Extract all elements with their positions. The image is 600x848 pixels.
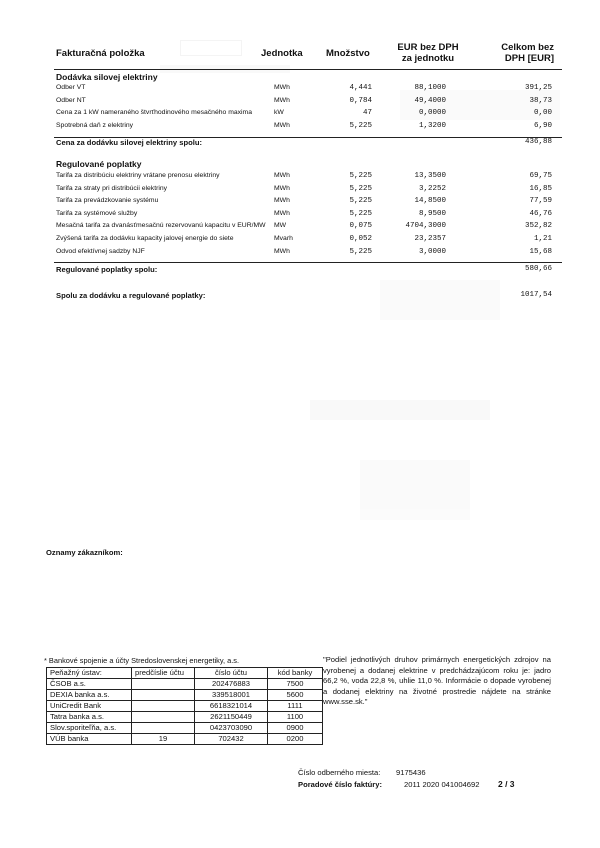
header-item: Fakturačná položka (56, 48, 145, 59)
bank-row (47, 690, 323, 701)
bank-table-header (47, 668, 323, 679)
item-name: Tarifa za prevádzkovanie systému (56, 197, 159, 205)
place-number-label: Číslo odberného miesta: (298, 768, 381, 777)
invoice-item-row (56, 172, 556, 183)
item-name: Tarifa za straty pri distribúcii elektriny (56, 184, 168, 192)
bank-code: 5600 (268, 690, 323, 701)
item-quantity: 5,225 (349, 172, 372, 180)
bleed-through-background (160, 30, 580, 550)
bank-code: 1111 (268, 701, 323, 712)
item-total: 0,00 (533, 109, 552, 117)
account-number: 6618321014 (195, 701, 268, 712)
item-total: 391,25 (524, 84, 552, 92)
item-unit-price: 0,0000 (418, 109, 446, 117)
item-unit: MW (274, 222, 287, 230)
item-unit-price: 4704,3000 (405, 222, 446, 231)
item-name: Cena za 1 kW nameraného štvrťhodinového mesačného maxima (56, 109, 252, 116)
bank-col-header: číslo účtu (195, 668, 268, 679)
bank-col-header: kód banky (268, 668, 323, 679)
item-unit: MWh (274, 96, 290, 104)
item-quantity: 0,784 (349, 96, 372, 105)
item-name: Zvýšená tarifa za dodávku kapacity jalovej energie do siete (56, 235, 234, 242)
header-qty: Množstvo (326, 48, 370, 59)
item-quantity: 5,225 (349, 247, 372, 256)
bank-name: DEXIA banka a.s. (47, 690, 132, 701)
item-unit: MWh (274, 247, 290, 255)
bank-name: VÚB banka (47, 734, 132, 745)
bank-row (47, 723, 323, 734)
item-quantity: 47 (362, 109, 372, 117)
grand-total-row (56, 291, 556, 302)
item-total: 38,73 (529, 96, 552, 105)
grand-total-label: Spolu za dodávku a regulované poplatky: (56, 291, 206, 300)
account-number: 202476883 (195, 679, 268, 690)
bank-row (47, 712, 323, 723)
invoice-item-row (56, 122, 556, 133)
header-unit: Jednotka (261, 48, 303, 59)
bank-name: Tatra banka a.s. (47, 712, 132, 723)
item-unit: Mvarh (274, 235, 293, 242)
item-name: Spotrebná daň z elektriny (56, 121, 134, 129)
item-unit-price: 3,2252 (418, 184, 446, 193)
item-unit: kW (274, 109, 284, 116)
item-name: Tarifa za systémové služby (56, 209, 138, 217)
item-unit: MWh (274, 121, 290, 129)
place-number-value: 9175436 (396, 768, 426, 777)
invoice-item-row (56, 197, 556, 208)
item-unit-price: 14,8500 (414, 197, 446, 206)
invoice-item-row (56, 235, 556, 246)
section2-sum-value: 580,66 (524, 265, 552, 273)
item-total: 69,75 (529, 172, 552, 180)
item-total: 6,90 (533, 121, 552, 130)
bank-row (47, 734, 323, 745)
header-total: Celkom bez DPH [EUR] (501, 42, 554, 64)
item-name: Mesačná tarifa za dvanásťmesačnú rezervovanú kapacitu v EUR/MW (56, 222, 266, 230)
bank-code: 7500 (268, 679, 323, 690)
section1-sum-value: 436,88 (524, 138, 552, 146)
account-number: 2621150449 (195, 712, 268, 723)
account-prefix (132, 701, 195, 712)
section1-sum-label: Cena za dodávku silovej elektriny spolu: (56, 138, 203, 147)
item-unit: MWh (274, 209, 290, 217)
item-total: 46,76 (529, 209, 552, 218)
bank-name: ČSOB a.s. (47, 679, 132, 690)
bank-col-header: predčíslie účtu (132, 668, 195, 679)
item-quantity: 0,052 (349, 235, 372, 243)
item-quantity: 5,225 (349, 209, 372, 218)
item-unit-price: 49,4000 (414, 96, 446, 105)
item-unit-price: 1,3200 (418, 121, 446, 130)
grand-total-value: 1017,54 (520, 291, 552, 299)
invoice-item-row (56, 97, 556, 108)
bank-table-title: * Bankové spojenie a účty Stredoslovenskej energetiky, a.s. (44, 656, 240, 665)
item-name: Odber VT (56, 84, 86, 91)
bank-code: 1100 (268, 712, 323, 723)
item-unit-price: 3,0000 (418, 247, 446, 256)
item-name: Odber NT (56, 96, 86, 104)
item-unit-price: 13,3500 (414, 172, 446, 180)
bank-row (47, 679, 323, 690)
account-prefix (132, 723, 195, 734)
item-unit: MWh (274, 84, 290, 91)
item-name: Tarifa za distribúciu elektriny vrátane prenosu elektriny (56, 172, 220, 179)
notices-label: Oznamy zákazníkom: (46, 548, 123, 557)
section-title: Dodávka silovej elektriny (56, 72, 158, 82)
invoice-item-row (56, 222, 556, 233)
item-quantity: 5,225 (349, 197, 372, 206)
item-unit: MWh (274, 197, 290, 205)
section2-divider (54, 262, 562, 263)
section1-sum-row (56, 138, 556, 149)
account-number: 0423703090 (195, 723, 268, 734)
bank-code: 0200 (268, 734, 323, 745)
invoice-item-row (56, 210, 556, 221)
invoice-number-label: Poradové číslo faktúry: (298, 780, 382, 789)
item-unit-price: 23,2357 (414, 235, 446, 243)
item-total: 15,68 (529, 247, 552, 256)
item-quantity: 5,225 (349, 184, 372, 193)
item-quantity: 0,075 (349, 222, 372, 231)
section-title: Regulované poplatky (56, 159, 142, 169)
item-unit: MWh (274, 184, 290, 192)
bank-row (47, 701, 323, 712)
item-total: 16,85 (529, 184, 552, 193)
invoice-item-row (56, 185, 556, 196)
account-prefix (132, 712, 195, 723)
invoice-item-row (56, 84, 556, 95)
item-name: Odvod efektívnej sadzby NJF (56, 247, 145, 255)
item-total: 77,59 (529, 197, 552, 206)
account-number: 339518001 (195, 690, 268, 701)
section2-sum-label: Regulované poplatky spolu: (56, 265, 158, 274)
account-number: 702432 (195, 734, 268, 745)
bank-code: 0900 (268, 723, 323, 734)
account-prefix (132, 690, 195, 701)
energy-source-note: "Podiel jednotlivých druhov primárnych energetických zdrojov na vyrobenej a dodanej elektrine v predchádzajúcom roku je: jadro 66,2 %, voda 22,8 %, uhlie 11,0 %. Informácie o dopade vyrobenej a dodanej elektriny na životné prostredie nájdete na stránke www.sse.sk." (323, 655, 551, 706)
bank-col-header: Peňažný ústav: (47, 668, 132, 679)
invoice-item-row (56, 109, 556, 120)
item-unit-price: 88,1000 (414, 84, 446, 92)
account-prefix (132, 679, 195, 690)
invoice-item-row (56, 248, 556, 259)
item-unit-price: 8,9500 (418, 209, 446, 218)
header-divider (54, 69, 562, 70)
item-unit: MWh (274, 172, 290, 179)
item-total: 352,82 (524, 222, 552, 231)
invoice-number-value: 2011 2020 041004692 (404, 780, 480, 789)
account-prefix: 19 (132, 734, 195, 745)
section2-sum-row (56, 265, 556, 276)
bank-name: UniCredit Bank (47, 701, 132, 712)
bank-name: Slov.sporiteľňa, a.s. (47, 723, 132, 734)
page-number: 2 / 3 (498, 779, 515, 789)
header-price: EUR bez DPH za jednotku (397, 42, 459, 64)
item-quantity: 4,441 (349, 84, 372, 92)
bank-table (46, 667, 323, 745)
item-quantity: 5,225 (349, 121, 372, 130)
item-total: 1,21 (533, 235, 552, 243)
